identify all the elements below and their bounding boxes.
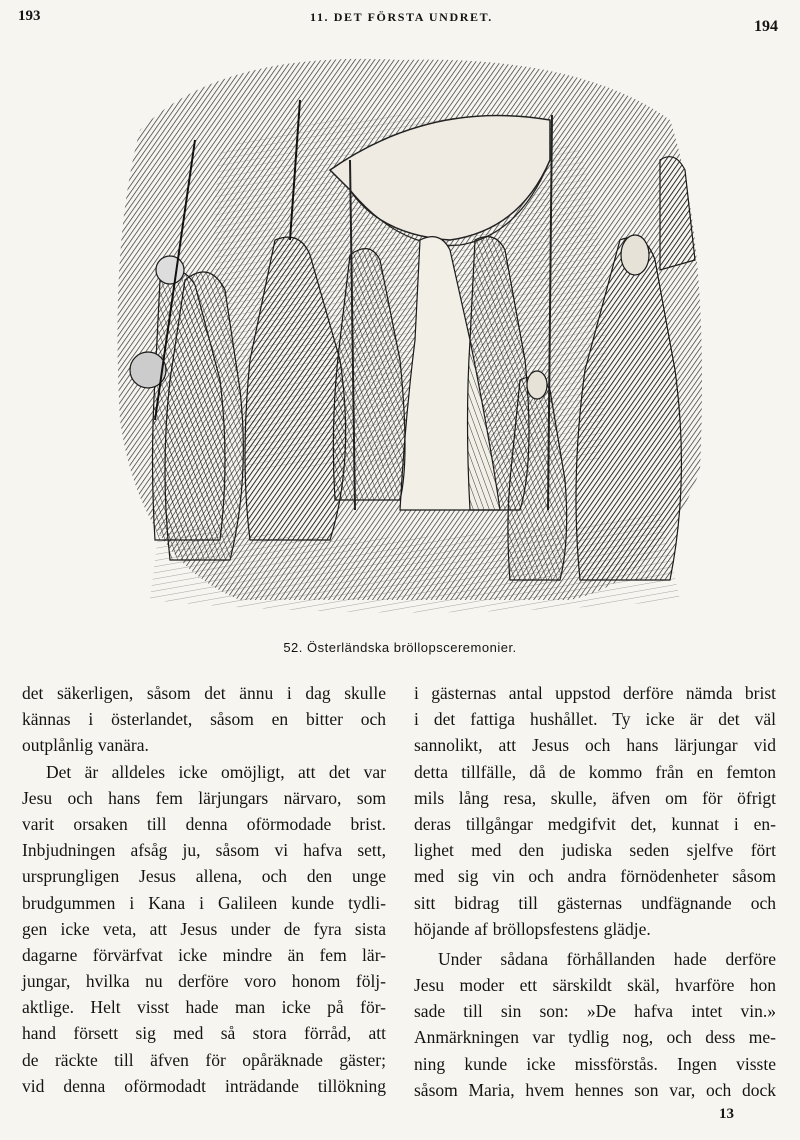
running-header <box>0 4 800 35</box>
left-page-number: 193 <box>18 8 41 24</box>
text-line: det säkerligen, såsom det ännu i dag skulle <box>22 683 386 703</box>
paragraph <box>414 680 776 942</box>
text-line: brudgummen i Kana i Galileen kunde tydli- <box>22 892 386 913</box>
text-line: outplånlig vanära. <box>22 735 149 756</box>
text-line: Under sådana förhållanden hade derföre <box>438 948 776 969</box>
text-line: Det är alldeles icke omöjligt, att det var <box>46 761 386 782</box>
text-line: Inbjudningen afsåg ju, såsom vi hafva sett, <box>22 840 386 861</box>
text-line: vid denna oförmodadt inträdande tillökning <box>22 1075 386 1096</box>
text-line: höjande af bröllopsfestens glädje. <box>414 918 651 939</box>
paragraph <box>414 946 776 1103</box>
text-line: i det fattiga hushållet. Ty icke är det väl <box>414 709 776 730</box>
text-line: i gästernas antal uppstod derföre nämda brist <box>414 683 776 703</box>
text-line: jungar, hvilka nu derföre voro honom följ- <box>22 971 386 992</box>
text-line: detta tillfälle, då de kommo från en femton <box>414 761 776 782</box>
text-line: dagarne förvärfvat icke mindre än fem lär- <box>22 944 386 965</box>
right-text-column <box>414 680 776 1103</box>
wedding-engraving <box>100 40 710 630</box>
text-line: lighet med den judiska seden sjelfve fört <box>414 840 776 861</box>
paragraph <box>22 680 386 759</box>
left-text-column <box>22 680 386 1099</box>
text-line: gen icke veta, att Jesus under de fyra sista <box>22 918 386 939</box>
text-line: ursprungligen Jesus allena, och den unge <box>22 866 386 887</box>
text-line: såsom Maria, hvem hennes son var, och dock <box>414 1079 776 1100</box>
figure-number: 52. <box>283 640 303 655</box>
text-line: de räckte till äfven för opåräknade gäster; <box>22 1049 386 1070</box>
text-line: sade till sin son: »De hafva intet vin.» <box>414 1001 776 1022</box>
text-line: aktlige. Helt visst hade man icke på för- <box>22 997 386 1018</box>
text-line: Anmärkningen var tydlig nog, och dess me- <box>414 1027 776 1048</box>
text-line: hand försett sig med så stora förråd, att <box>22 1023 386 1044</box>
text-line: sitt bidrag till gästernas undfägnande och <box>414 892 776 913</box>
figure-caption-text: Österländska bröllopsceremonier. <box>307 640 517 655</box>
figure-caption <box>0 640 800 655</box>
text-line: med sig vin och andra förnödenheter såsom <box>414 866 776 887</box>
text-line: varit orsaken till denna oförmodade brist. <box>22 813 386 834</box>
text-line: Jesu moder ett särskildt skäl, hvarföre hon <box>414 975 776 996</box>
text-line: kännas i österlandet, såsom en bitter och <box>22 709 386 730</box>
text-line: sannolikt, att Jesus och hans lärjungar vid <box>414 735 776 756</box>
text-line: Jesu och hans fem lärjungars närvaro, som <box>22 787 386 808</box>
text-line: mils lång resa, skulle, äfven om för öfrigt <box>414 787 776 808</box>
right-page-number: 194 <box>754 18 778 35</box>
chapter-title: 11. DET FÖRSTA UNDRET. <box>310 10 493 24</box>
paragraph <box>22 759 386 1099</box>
text-line: ning kunde icke missförstås. Ingen visste <box>414 1053 776 1074</box>
text-line: deras tillgångar medgifvit det, kunnat i en- <box>414 813 776 834</box>
signature-mark: 13 <box>719 1106 734 1122</box>
